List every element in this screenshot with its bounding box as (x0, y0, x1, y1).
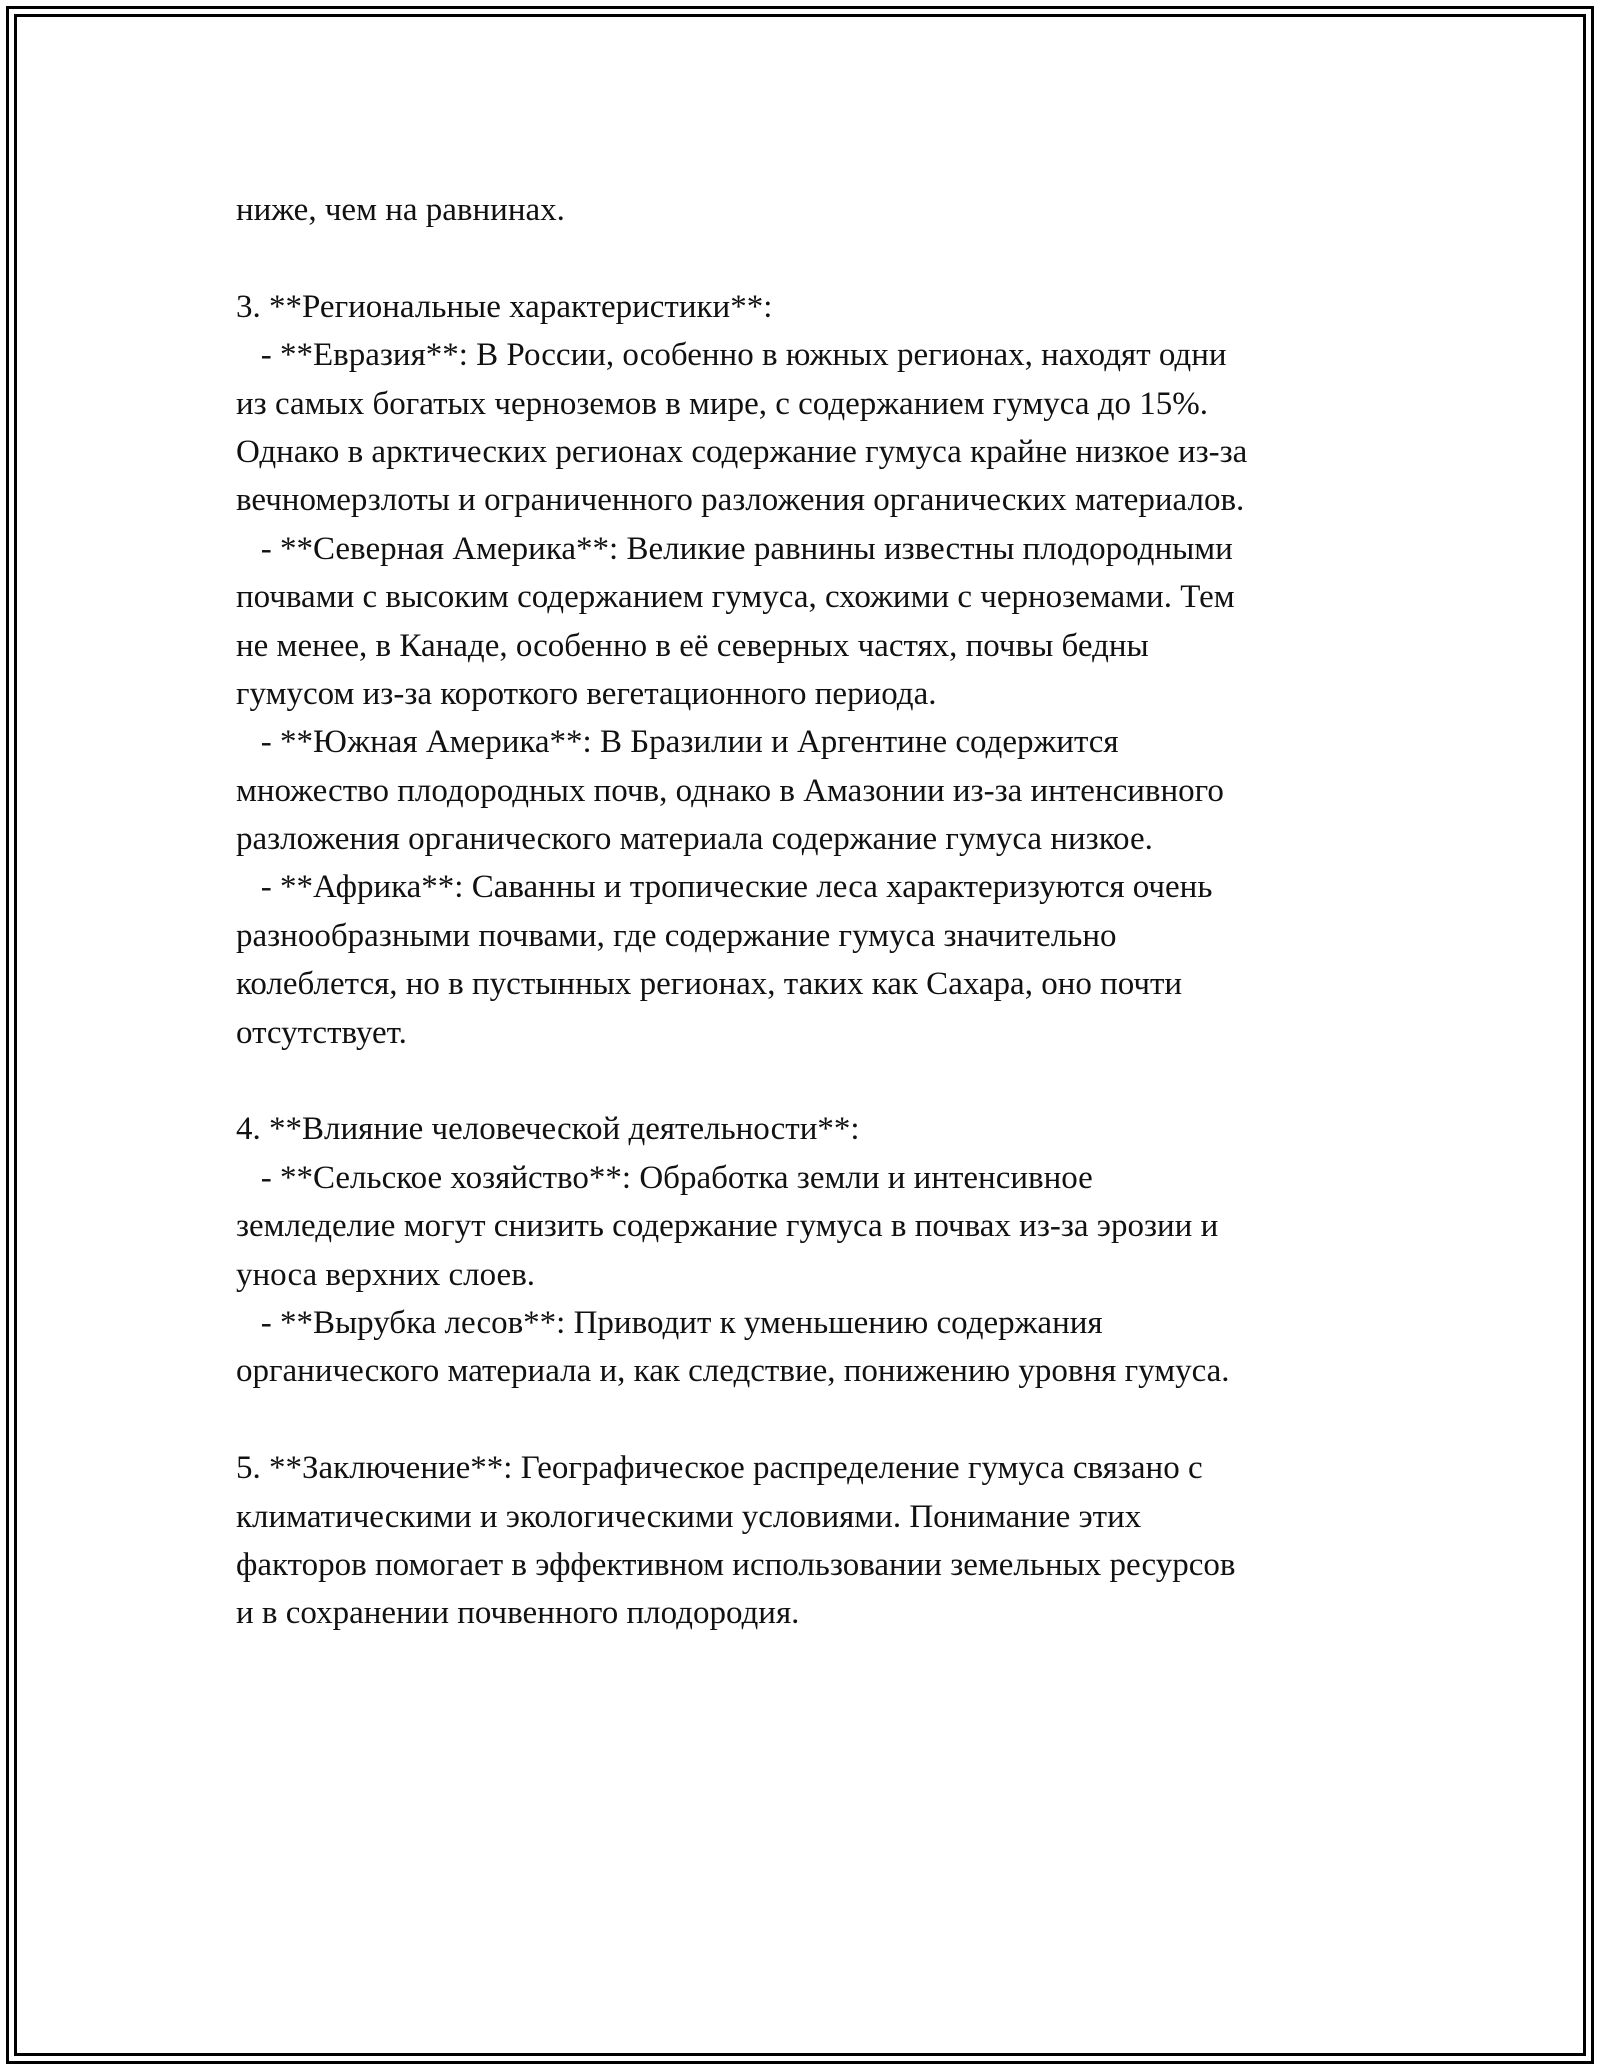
text-line: земледелие могут снизить содержание гумуса в почвах из-за эрозии и (236, 1208, 1219, 1245)
section-heading: 3. **Региональные характеристики**: (236, 288, 773, 325)
text-line: множество плодородных почв, однако в Амазонии из-за интенсивного (236, 772, 1224, 809)
text-line: почвами с высоким содержанием гумуса, схожими с черноземами. Тем (236, 579, 1235, 616)
text-line: факторов помогает в эффективном использовании земельных ресурсов (236, 1546, 1236, 1583)
text-line: Однако в арктических регионах содержание гумуса крайне низкое из-за (236, 433, 1248, 470)
text-line: - **Северная Америка**: Великие равнины известны плодородными (236, 530, 1233, 567)
text-line: ниже, чем на равнинах. (236, 192, 565, 228)
text-line: разложения органического материала содержание гумуса низкое. (236, 821, 1153, 858)
text-line: органического материала и, как следствие, понижению уровня гумуса. (236, 1353, 1230, 1390)
text-line: из самых богатых черноземов в мире, с содержанием гумуса до 15%. (236, 385, 1209, 422)
text-line: климатическими и экологическими условиями. Понимание этих (236, 1498, 1142, 1535)
text-line: вечномерзлоты и ограниченного разложения органических материалов. (236, 482, 1245, 519)
blank-line (236, 1057, 1386, 1105)
section-heading: 4. **Влияние человеческой деятельности**: (236, 1111, 860, 1148)
text-line: - **Сельское хозяйство**: Обработка земли и интенсивное (236, 1159, 1093, 1196)
text-line: - **Евразия**: В России, особенно в южных регионах, находят одни (236, 337, 1227, 374)
text-line: гумусом из-за короткого вегетационного периода. (236, 675, 937, 712)
text-line: колеблется, но в пустынных регионах, таких как Сахара, оно почти (236, 966, 1183, 1003)
text-line: уноса верхних слоев. (236, 1256, 536, 1293)
section-heading: 5. **Заключение**: Географическое распределение гумуса связано с (236, 1450, 1203, 1487)
text-line: и в сохранении почвенного плодородия. (236, 1595, 800, 1632)
text-line: отсутствует. (236, 1014, 407, 1051)
text-line: - **Вырубка лесов**: Приводит к уменьшению содержания (236, 1304, 1103, 1341)
text-line: - **Африка**: Саванны и тропические леса характеризуются очень (236, 869, 1213, 906)
text-line: разнообразными почвами, где содержание гумуса значительно (236, 917, 1117, 954)
document-body (236, 186, 1386, 1638)
blank-line (236, 1396, 1386, 1444)
blank-line (236, 234, 1386, 282)
text-line: - **Южная Америка**: В Бразилии и Аргентине содержится (236, 724, 1119, 761)
text-line: не менее, в Канаде, особенно в её северных частях, почвы бедны (236, 627, 1149, 664)
